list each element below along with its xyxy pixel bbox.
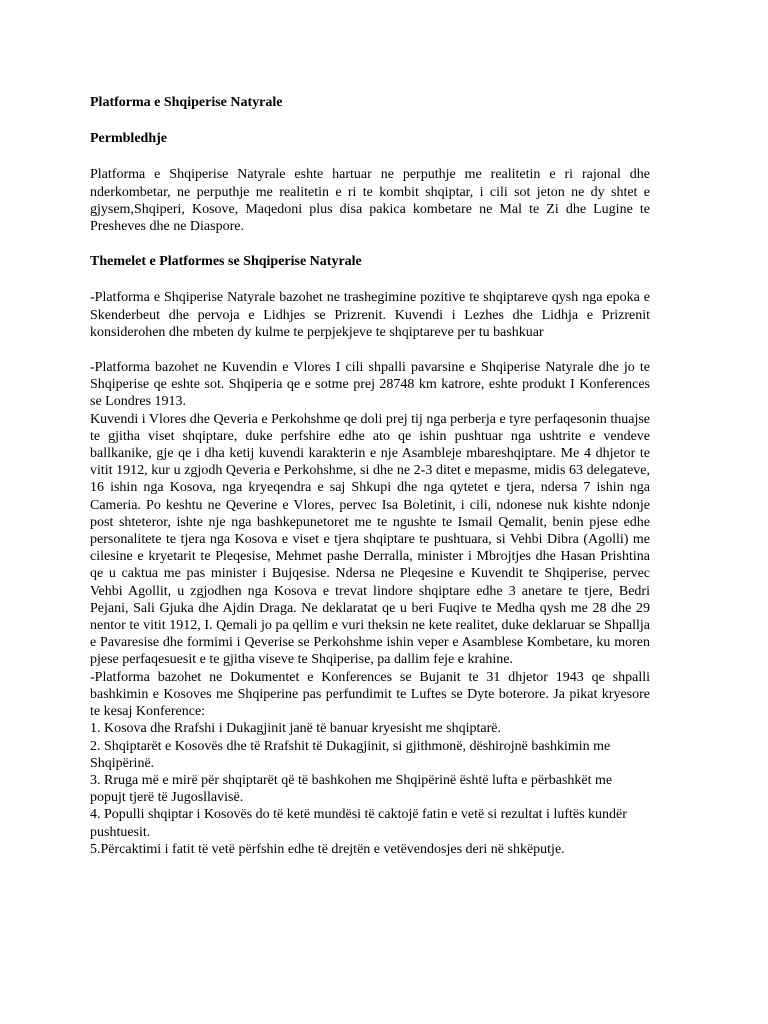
paragraph-heritage: -Platforma e Shqiperise Natyrale bazohet ne trashegimine pozitive te shqiptareve qysh nga epoka e Skenderbeut dhe pervoja e Lidhjes se Prizrenit. Kuvendi i Lezhes dhe Lidhja e Prizrenit konsiderohen dhe mbeten dy kulme te perpjekjeve te shqiptareve per tu bashkuar	[90, 290, 650, 340]
summary-heading: Permbledhje	[90, 131, 167, 147]
spacer	[90, 341, 650, 359]
paragraph-vlora-assembly: -Platforma bazohet ne Kuvendin e Vlores I cili shpalli pavarsine e Shqiperise Natyrale dhe jo te Shqiperise qe eshte sot. Shqiperia qe e sotme prej 28748 km katrore, eshte produkt I Konferences se Londres 1913.	[90, 360, 650, 410]
spacer	[90, 147, 650, 166]
document-body	[90, 94, 650, 858]
list-item: 1. Kosova dhe Rrafshi i Dukagjinit janë të banuar kryesisht me shqiptarë.	[90, 721, 501, 737]
summary-paragraph: Platforma e Shqiperise Natyrale eshte hartuar ne perputhje me realitetin e ri rajonal dhe nderkombetar, ne perputhje me realitetin e ri te kombit shqiptar, i cili sot jeton ne dy shtet e gjysem,Shqiperi, Kosove, Maqedoni plus disa pakica kombetare ne Mal te Zi dhe Lugine te Presheves dhe ne Diaspore.	[90, 167, 650, 235]
list-item: 2. Shqiptarët e Kosovës dhe të Rrafshit të Dukagjinit, si gjithmonë, dëshirojnë bashkimin me Shqipërinë.	[90, 738, 611, 771]
spacer	[90, 235, 650, 253]
list-item: 4. Populli shqiptar i Kosovës do të ketë mundësi të caktojë fatin e vetë si rezultat i luftës kundër pushtuesit.	[90, 807, 627, 840]
foundations-heading: Themelet e Platformes se Shqiperise Natyrale	[90, 254, 362, 270]
paragraph-provisional-government: Kuvendi i Vlores dhe Qeveria e Perkohshme qe doli prej tij nga perberja e tyre perfaqesonin thuajse te gjitha viset shqiptare, duke perfshire edhe ato qe ishin pushtuar nga ushtrite e vendeve ballkanike, gje qe i dha ketij kuvendi karakterin e nje Asambleje mbareshqiptare. Me 4 dhjetor te vitit 1912, kur u zgjodh Qeveria e Perkohshme, si dhe ne 2-3 ditet e mepasme, midis 63 delegateve, 16 ishin nga Kosova, nga kryeqendra e saj Shkupi dhe nga qytetet e tjera, ndersa 7 ishin nga Cameria. Po keshtu ne Qeverine e Vlores, pervec Isa Boletinit, i cili, ndonese nuk kishte ndonje post shteteror, ishte nje nga bashkepunetoret me te ngushte te Ismail Qemalit, benin pjese edhe personalitete te tjera nga Kosova e viset e tjera shqiptare te pushtuara, si Vehbi Dibra (Agolli) me cilesine e kryetarit te Pleqesise, Mehmet pashe Derralla, minister i Mbrojtjes dhe Hasan Prishtina qe u caktua me pas minister i Bujqesise. Ndersa ne Pleqesine e Kuvendit te Shqiperise, pervec Vehbi Agollit, u zgjodhen nga Kosova e trevat lindore shqiptare edhe 3 anetare te tjere, Bedri Pejani, Sali Gjuka dhe Ajdin Draga. Ne deklaratat qe u beri Fuqive te Medha qysh me 28 dhe 29 nentor te vitit 1912, I. Qemali jo pa qellim e vuri theksin ne kete realitet, duke deklaruar se Shpallja e Pavaresise dhe formimi i Qeverise se Perkohshme ishin veper e Asamblese Kombetare, ku moren pjese perfaqesuesit e te gjitha viseve te Shqiperise, pa dallim feje e krahine.	[90, 411, 650, 668]
document-title: Platforma e Shqiperise Natyrale	[90, 95, 283, 110]
list-item: 3. Rruga më e mirë për shqiptarët që të bashkohen me Shqipërinë është lufta e përbashkët me popujt tjerë të Jugosllavisë.	[90, 772, 613, 806]
paragraph-bujan-conference: -Platforma bazohet ne Dokumentet e Konferences se Bujanit te 31 dhjetor 1943 qe shpalli bashkimin e Kosoves me Shqiperine pas perfundimit te Luftes se Dyte boterore. Ja pikat kryesore te kesaj Konference:	[90, 669, 650, 720]
list-item: 5.Përcaktimi i fatit të vetë përfshin edhe të drejtën e vetëvendosjes deri në shkëputje.	[90, 841, 565, 857]
spacer	[90, 270, 650, 289]
spacer	[90, 111, 650, 130]
